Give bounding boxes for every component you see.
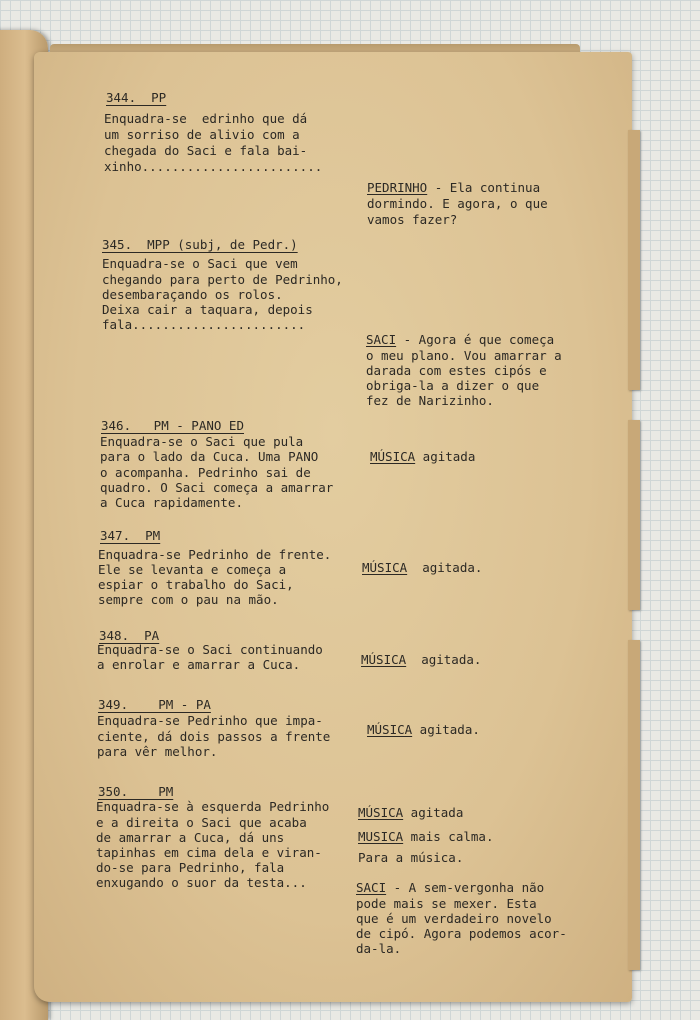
- scene-direction-line: um sorriso de alivio com a: [104, 127, 300, 142]
- scene-direction-line: do-se para Pedrinho, fala: [96, 860, 285, 875]
- music-cue: MUSICA: [358, 829, 404, 844]
- audio-line: MUSICA mais calma.: [358, 829, 494, 844]
- audio-line: SACI - A sem-vergonha não: [356, 880, 545, 895]
- scene-direction-line: chegando para perto de Pedrinho,: [102, 272, 343, 287]
- scene-direction-line: Enquadra-se Pedrinho que impa-: [97, 713, 323, 728]
- scene-direction-line: desembaraçando os rolos.: [102, 287, 283, 302]
- scene-direction-line: a enrolar e amarrar a Cuca.: [97, 657, 301, 672]
- scene-direction-line: Enquadra-se o Saci que pula: [100, 434, 304, 449]
- audio-line: vamos fazer?: [367, 212, 458, 227]
- scene-direction-line: Ele se levanta e começa a: [98, 562, 287, 577]
- music-cue: MÚSICA: [362, 560, 408, 575]
- music-cue: MÚSICA: [358, 805, 404, 820]
- scene-direction-line: Enquadra-se à esquerda Pedrinho: [96, 799, 330, 814]
- audio-line: MÚSICA agitada.: [367, 722, 480, 737]
- scene-direction-line: Enquadra-se o Saci continuando: [97, 642, 323, 657]
- scene-direction-line: tapinhas em cima dela e viran-: [96, 845, 322, 860]
- scene-direction-line: Enquadra-se o Saci que vem: [102, 256, 298, 271]
- music-cue: MÚSICA: [370, 449, 416, 464]
- scene-heading: 349. PM - PA: [98, 697, 211, 712]
- scene-direction-line: o acompanha. Pedrinho sai de: [100, 465, 311, 480]
- music-cue: MÚSICA: [361, 652, 407, 667]
- audio-line: pode mais se mexer. Esta: [356, 896, 537, 911]
- page-right-edge: [628, 420, 640, 610]
- scene-direction-line: xinho........................: [104, 159, 323, 174]
- character-name: SACI: [366, 332, 397, 347]
- audio-line: MÚSICA agitada: [358, 805, 464, 820]
- scene-direction-line: Deixa cair a taquara, depois: [102, 302, 313, 317]
- audio-line: de cipó. Agora podemos acor-: [356, 926, 567, 941]
- scene-heading: 344. PP: [106, 90, 167, 105]
- scene-direction-line: fala.......................: [102, 317, 306, 332]
- scene-direction-line: e a direita o Saci que acaba: [96, 815, 307, 830]
- audio-line: o meu plano. Vou amarrar a: [366, 348, 562, 363]
- scene-heading: 347. PM: [100, 528, 161, 543]
- audio-line: Para a música.: [358, 850, 464, 865]
- character-name: PEDRINHO: [367, 180, 428, 195]
- scene-direction-line: de amarrar a Cuca, dá uns: [96, 830, 285, 845]
- character-name: SACI: [356, 880, 387, 895]
- scene-direction-line: para o lado da Cuca. Uma PANO: [100, 449, 319, 464]
- audio-line: que é um verdadeiro novelo: [356, 911, 552, 926]
- audio-line: MÚSICA agitada: [370, 449, 476, 464]
- page-right-edge: [628, 640, 640, 970]
- scene-direction-line: sempre com o pau na mão.: [98, 592, 279, 607]
- scene-heading: 346. PM - PANO ED: [101, 418, 244, 433]
- audio-line: MÚSICA agitada.: [361, 652, 482, 667]
- scene-heading: 345. MPP (subj, de Pedr.): [102, 237, 298, 252]
- scene-direction-line: enxugando o suor da testa...: [96, 875, 307, 890]
- audio-line: dormindo. E agora, o que: [367, 196, 548, 211]
- audio-line: MÚSICA agitada.: [362, 560, 483, 575]
- audio-line: da-la.: [356, 941, 402, 956]
- audio-line: SACI - Agora é que começa: [366, 332, 555, 347]
- scene-direction-line: quadro. O Saci começa a amarrar: [100, 480, 334, 495]
- scene-heading: 348. PA: [99, 628, 160, 643]
- audio-line: darada com estes cipós e: [366, 363, 547, 378]
- scene-direction-line: Enquadra-se Pedrinho de frente.: [98, 547, 332, 562]
- audio-line: fez de Narizinho.: [366, 393, 494, 408]
- music-cue: MÚSICA: [367, 722, 413, 737]
- scene-direction-line: ciente, dá dois passos a frente: [97, 729, 331, 744]
- scene-direction-line: a Cuca rapidamente.: [100, 495, 243, 510]
- scene-direction-line: para vêr melhor.: [97, 744, 218, 759]
- audio-line: obriga-la a dizer o que: [366, 378, 540, 393]
- audio-line: PEDRINHO - Ela continua: [367, 180, 541, 195]
- scene-heading: 350. PM: [98, 784, 174, 799]
- scene-direction-line: chegada do Saci e fala bai-: [104, 143, 308, 158]
- scene-direction-line: espiar o trabalho do Saci,: [98, 577, 294, 592]
- scene-direction-line: Enquadra-se edrinho que dá: [104, 111, 308, 126]
- page-right-edge: [628, 130, 640, 390]
